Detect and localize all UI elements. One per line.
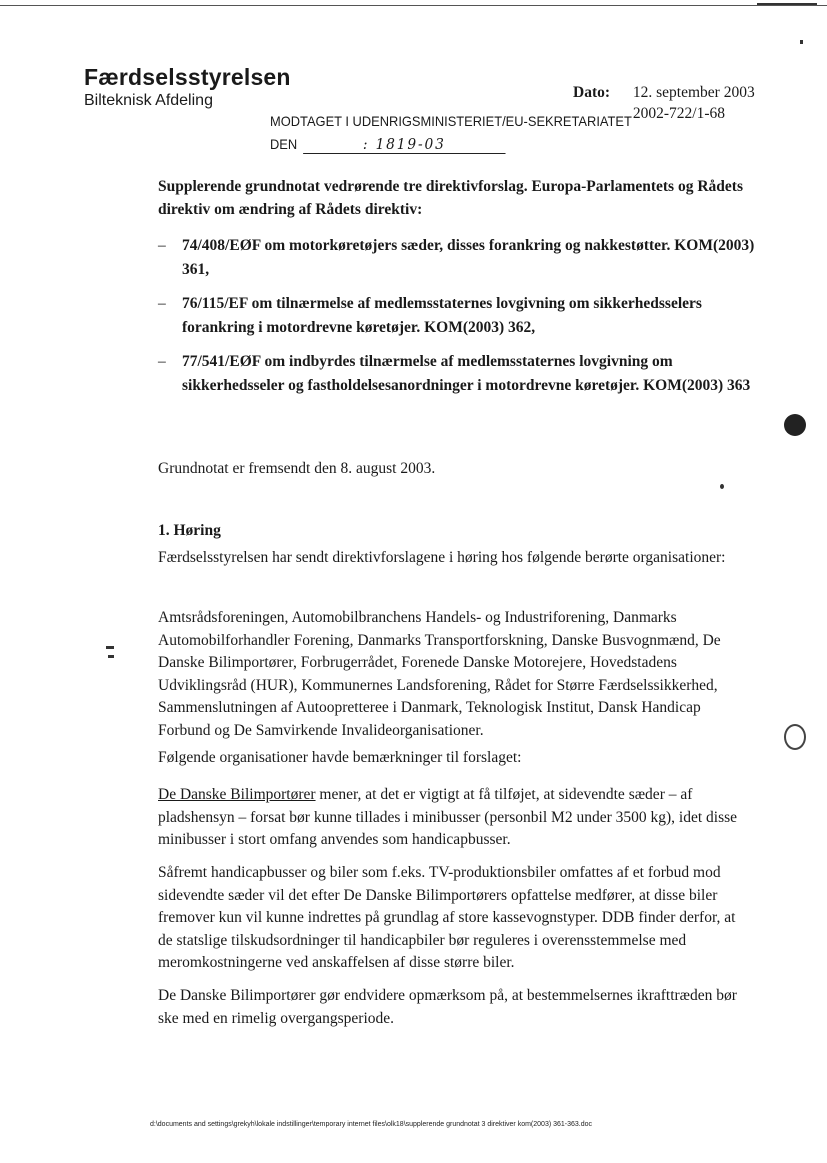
stamp-date-line	[270, 135, 632, 154]
journal-value: 2002-722/1-68	[632, 105, 726, 122]
remark-text: mener, at det er vigtigt at få tilføjet, at sidevendte sæder – af pladshensyn – forsat bør kunne tillades i minibusser (personbil M2 under 3500 kg), idet disse minibusser i stort omfang anvendes som handicapbusser.	[158, 786, 738, 848]
remark-org-name: De Danske Bilimportører	[158, 786, 316, 803]
scan-speck	[720, 484, 724, 489]
stamp-received-text: MODTAGET I UDENRIGSMINISTERIET/EU-SEKRETARIATET	[270, 113, 632, 129]
directive-text: 74/408/EØF om motorkøretøjers sæder, disses forankring og nakkestøtter. KOM(2003) 361,	[182, 237, 755, 278]
date-label: Dato:	[573, 84, 611, 101]
department-name: Bilteknisk Afdeling	[84, 92, 213, 109]
scan-speck	[106, 646, 114, 649]
directive-item	[158, 234, 758, 282]
scan-speck	[108, 655, 114, 658]
stamp-handwritten-date: : 1819-03	[303, 135, 505, 154]
remark-paragraph-2: Såfremt handicapbusser og biler som f.eks. TV-produktionsbiler omfattes af et forbud mod sidevendte sæder vil det efter De Danske Bilimportørers opfattelse medfører, at disse biler fremover kun vil kunne indrettes på grundlag af store kassevognstyper. DDB finder derfor, at de statslige tilskudsordninger til handicapbiler bør reguleres i overensstemmelse med meromkostningerne ved anskaffelsen af disse større biler.	[158, 864, 736, 971]
punch-hole-mark	[784, 724, 806, 750]
date-value: 12. september 2003	[632, 84, 755, 101]
directive-item	[158, 292, 758, 340]
letterhead	[84, 64, 291, 110]
remarks-intro: Følgende organisationer havde bemærkninger til forslaget:	[158, 749, 522, 766]
directive-list	[158, 234, 758, 408]
file-path-footer: d:\documents and settings\grekyh\lokale indstillinger\temporary internet files\olk18\supplerende grundnotat 3 direktiver kom(2003) 361-363.doc	[150, 1121, 593, 1128]
received-stamp	[270, 113, 632, 154]
date-row	[573, 84, 755, 105]
bullet-dash: –	[158, 353, 166, 370]
directive-text: 76/115/EF om tilnærmelse af medlemsstaternes lovgivning om sikkerhedsselers forankring i motordrevne køretøjer. KOM(2003) 362,	[182, 295, 702, 336]
remark-paragraph-3: De Danske Bilimportører gør endvidere opmærksom på, at bestemmelsernes ikrafttræden bør ske med en rimelig overgangsperiode.	[158, 987, 737, 1027]
sent-note: Grundnotat er fremsendt den 8. august 2003.	[158, 460, 436, 477]
remark-paragraph-1	[158, 784, 750, 852]
scan-top-edge	[0, 0, 827, 6]
stamp-den-label: DEN	[270, 136, 298, 152]
document-title: Supplerende grundnotat vedrørende tre direktivforslag. Europa-Parlamentets og Rådets direktiv om ændring af Rådets direktiv:	[158, 178, 743, 218]
hearing-intro: Færdselsstyrelsen har sendt direktivforslagene i høring hos følgende berørte organisationer:	[158, 549, 726, 566]
section-heading: 1. Høring	[158, 522, 221, 539]
organization-list: Amtsrådsforeningen, Automobilbranchens Handels- og Industriforening, Danmarks Automobilforhandler Forening, Danmarks Transportforskning, Danske Busvognmænd, De Danske Bilimportører, Forbrugerrådet, Forenede Danske Motorejere, Hovedstadens Udviklingsråd (HUR), Kommunernes Landsforening, Rådet for Større Færdselssikkerhed, Sammenslutningen af Autoopretteree i Danmark, Teknologisk Institut, Dansk Handicap Forbund og De Samvirkende Invalideorganisationer.	[158, 609, 721, 739]
organization-name: Færdselsstyrelsen	[84, 64, 291, 90]
punch-hole-mark	[784, 414, 806, 436]
directive-item	[158, 350, 758, 398]
bullet-dash: –	[158, 295, 166, 312]
scan-speck	[800, 40, 803, 44]
directive-text: 77/541/EØF om indbyrdes tilnærmelse af medlemsstaternes lovgivning om sikkerhedsseler og fastholdelsesanordninger i motordrevne køretøjer. KOM(2003) 363	[182, 353, 751, 394]
bullet-dash: –	[158, 237, 166, 254]
